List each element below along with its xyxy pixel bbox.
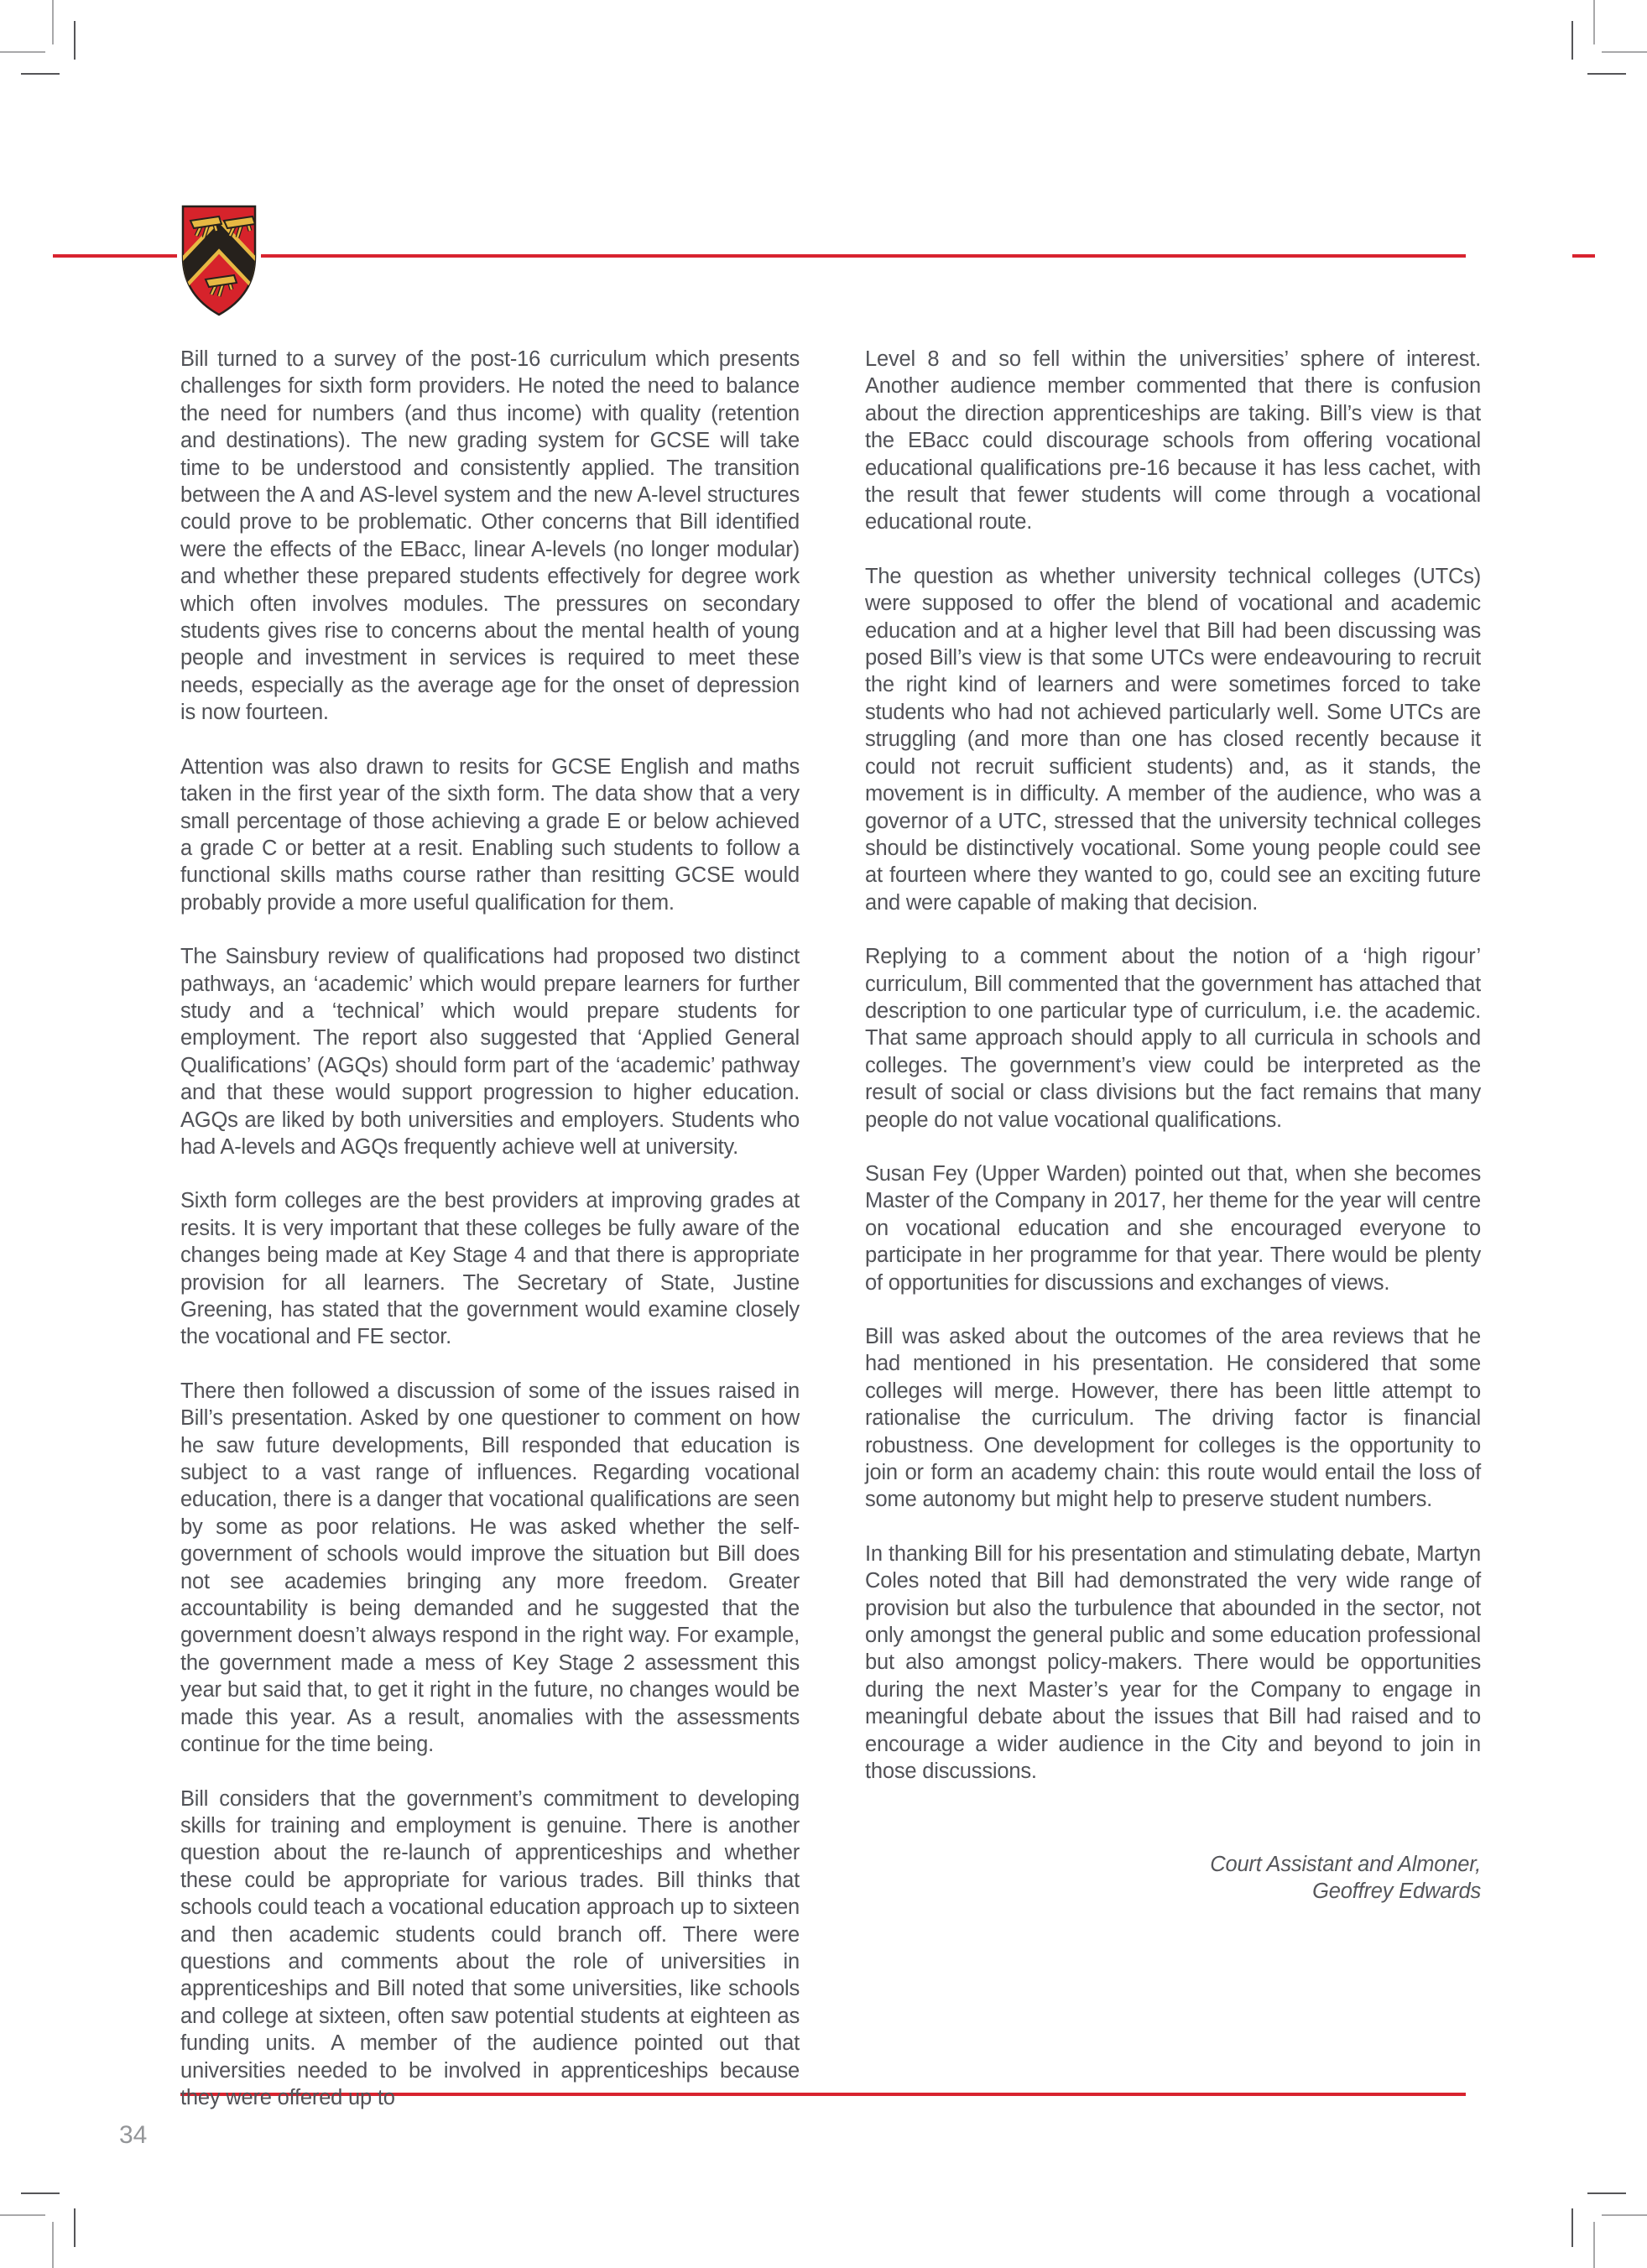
company-crest-icon [171, 196, 267, 324]
paragraph: Bill turned to a survey of the post-16 curriculum which presents challenges for sixth form providers. He noted the need to balance the need for numbers (and thus income) with quality (retention and destinations). The new grading system for GCSE will take time to be understood and consistently applied. The transition between the A and AS-level system and the new A-level structures could prove to be problematic. Other concerns that Bill identified were the effects of the EBacc, linear A-levels (no longer modular) and whether these prepared students effectively for degree work which often involves modules. The pressures on secondary students gives rise to concerns about the mental health of young people and investment in services is required to meet these needs, especially as the average age for the onset of depression is now fourteen. [180, 347, 800, 725]
crop-mark [21, 73, 60, 75]
crop-mark [1587, 73, 1626, 75]
right-column [865, 346, 1481, 1905]
page-number: 34 [119, 2121, 148, 2149]
paragraph: In thanking Bill for his presentation and stimulating debate, Martyn Coles noted that Bill had demonstrated the very wide range of provision but also the turbulence that abounded in the sector, not only amongst the general public and some education professional but also amongst policy-makers. There would be opportunities during the next Master’s year for the Company to engage in meaningful debate about the issues that Bill had raised and to encourage a wider audience in the City and beyond to join in those discussions. [865, 1541, 1481, 1784]
signature-name: Geoffrey Edwards [1312, 1879, 1481, 1903]
paragraph: The Sainsbury review of qualifications had proposed two distinct pathways, an ‘academic’ which would prepare learners for further study and a ‘technical’ which would prepare students for employment. The report also suggested that ‘Applied General Qualifications’ (AGQs) should form part of the ‘academic’ pathway and that these would support progression to higher education. AGQs are liked by both universities and employers. Students who had A-levels and AGQs frequently achieve well at university. [180, 945, 800, 1159]
crop-mark [1602, 2214, 1647, 2216]
crop-mark [74, 21, 76, 60]
paragraph: Susan Fey (Upper Warden) pointed out that, when she becomes Master of the Company in 2017, her theme for the year will centre on vocational education and she encouraged everyone to participate in her programme for that year. There would be plenty of opportunities for discussions and exchanges of views. [865, 1161, 1481, 1295]
paragraph: Attention was also drawn to resits for GCSE English and maths taken in the first year of the sixth form. The data show that a very small percentage of those achieving a grade E or below achieved a grade C or better at a resit. Enabling such students to follow a functional skills maths course rather than resitting GCSE would probably provide a more useful qualification for them. [180, 754, 800, 915]
crop-mark [52, 0, 54, 44]
paragraph: There then followed a discussion of some of the issues raised in Bill’s presentation. Asked by one questioner to comment on how he saw future developments, Bill responded that education is subject to a vast range of influences. Regarding vocational education, there is a danger that vocational qualifications are seen by some as poor relations. He was asked whether the self-government of schools would improve the situation but Bill does not see academies bringing any more freedom. Greater accountability is being demanded and he suggested that the government doesn’t always respond in the right way. For example, the government made a mess of Key Stage 2 assessment this year but said that, to get it right in the future, no changes would be made this year. As a result, anomalies with the assessments continue for the time being. [180, 1379, 800, 1757]
crop-mark [74, 2208, 76, 2247]
left-column [180, 346, 800, 2111]
paragraph: Sixth form colleges are the best providers at improving grades at resits. It is very important that these colleges be fully aware of the changes being made at Key Stage 4 and that there is appropriate provision for all learners. The Secretary of State, Justine Greening, has stated that the government would examine closely the vocational and FE sector. [180, 1189, 800, 1349]
paragraph: Bill was asked about the outcomes of the area reviews that he had mentioned in his presentation. He considered that some colleges will merge. However, there has been little attempt to rationalise the curriculum. The driving factor is financial robustness. One development for colleges is the opportunity to join or form an academy chain: this route would entail the loss of some autonomy but might help to preserve student numbers. [865, 1325, 1481, 1512]
crop-mark [0, 51, 45, 53]
signature-block [865, 1851, 1481, 1906]
crop-mark [1571, 2208, 1573, 2247]
crop-mark [1571, 21, 1573, 60]
paragraph: The question as whether university technical colleges (UTCs) were supposed to offer the blend of vocational and academic education and at a higher level that Bill had been discussing was posed Bill’s view is that some UTCs were endeavouring to recruit the right kind of learners and were sometimes forced to take students who had not achieved particularly well. Some UTCs are struggling (and more than one has closed recently because it could not recruit sufficient students) and, as it stands, the movement is in difficulty. A member of the audience, who was a governor of a UTC, stressed that the university technical colleges should be distinctively vocational. Some young people could see at fourteen where they wanted to go, could see an exciting future and were capable of making that decision. [865, 564, 1481, 915]
crop-mark [52, 2222, 54, 2268]
paragraph: Bill considers that the government’s commitment to developing skills for training and employment is genuine. There is another question about the re-launch of apprenticeships and whether these could be appropriate for various trades. Bill thinks that schools could teach a vocational education approach up to sixteen and then academic students could branch off. There were questions and comments about the role of universities in apprenticeships and Bill noted that some universities, like schools and college at sixteen, often saw potential students at eighteen as funding units. A member of the audience pointed out that universities needed to be involved in apprenticeships because they were offered up to [180, 1786, 800, 2109]
crop-mark [21, 2192, 60, 2194]
header-rule-right-segment [1572, 254, 1595, 258]
signature-role: Court Assistant and Almoner, [1210, 1852, 1481, 1876]
crop-mark [1587, 2192, 1626, 2194]
crop-mark [1593, 2222, 1595, 2268]
crop-mark [1602, 51, 1647, 53]
paragraph: Replying to a comment about the notion of a ‘high rigour’ curriculum, Bill commented that the government has attached that description to one particular type of curriculum, i.e. the academic. That same approach should apply to all curricula in schools and colleges. The government’s view could be interpreted as the result of social or class divisions but the fact remains that many people do not value vocational qualifications. [865, 945, 1481, 1132]
crop-mark [0, 2214, 45, 2216]
paragraph: Level 8 and so fell within the universities’ sphere of interest. Another audience member commented that there is confusion about the direction apprenticeships are taking. Bill’s view is that the EBacc could discourage schools from offering vocational educational qualifications pre-16 because it has less cachet, with the result that fewer students will come through a vocational educational route. [865, 347, 1481, 534]
crop-mark [1593, 0, 1595, 44]
